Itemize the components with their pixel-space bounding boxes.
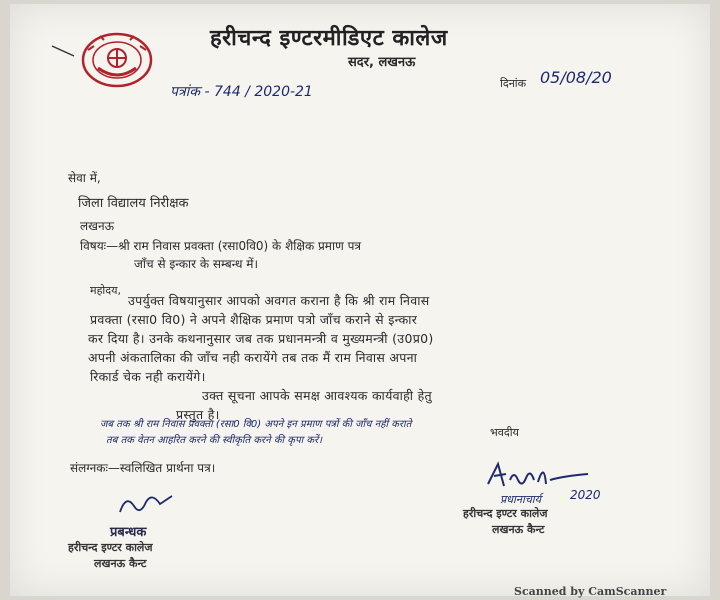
handwritten-note-line: जब तक श्री राम निवास प्रवक्ता (रसा0 वि0) अपने इन प्रमाण पत्रों की जाँच नहीं कराते bbox=[100, 419, 412, 430]
manager-stamp-line: लखनऊ कैन्ट bbox=[94, 557, 147, 570]
college-seal-logo bbox=[80, 28, 154, 88]
pen-mark bbox=[50, 44, 76, 58]
manager-stamp-line: हरीचन्द इण्टर कालेज bbox=[68, 541, 153, 554]
body-line: प्रस्तुत है। bbox=[176, 407, 220, 422]
manager-signature bbox=[116, 488, 176, 518]
date-label: दिनांक bbox=[500, 77, 527, 90]
principal-stamp-line: हरीचन्द इण्टर कालेज bbox=[463, 507, 548, 520]
letter-sheet bbox=[10, 4, 710, 596]
recipient-line: जिला विद्यालय निरीक्षक bbox=[78, 196, 189, 211]
date-value: 05/08/20 bbox=[540, 68, 612, 87]
scanner-watermark: Scanned by CamScanner bbox=[514, 585, 667, 598]
body-line: रिकार्ड चेक नही करायेंगे। bbox=[90, 369, 206, 384]
handwritten-note-line: तब तक वेतन आहरित करने की स्वीकृति करने की कृपा करें। bbox=[106, 435, 322, 446]
body-line: अपनी अंकतालिका की जाँच नही करायेंगे तब तक मैं राम निवास अपना bbox=[88, 350, 418, 365]
reference-number: पत्रांक - 744 / 2020-21 bbox=[170, 84, 313, 100]
recipient-line: सेवा में, bbox=[68, 171, 101, 185]
salutation: महोदय, bbox=[90, 284, 121, 297]
body-line: उक्त सूचना आपके समक्ष आवश्यक कार्यवाही हेतु bbox=[202, 388, 432, 403]
body-line: प्रवक्ता (रसा0 वि0) ने अपने शैक्षिक प्रमाण पत्रो जाँच कराने से इन्कार bbox=[90, 312, 418, 327]
body-line: उपर्युक्त विषयानुसार आपको अवगत कराना है कि श्री राम निवास bbox=[128, 293, 430, 308]
principal-stamp-line: लखनऊ कैन्ट bbox=[492, 523, 545, 536]
subject-line: विषयः—श्री राम निवास प्रवक्ता (रसा0वि0) के शैक्षिक प्रमाण पत्र bbox=[80, 239, 362, 253]
signature-year: 2020 bbox=[570, 488, 601, 502]
principal-title: प्रधानाचार्य bbox=[500, 493, 542, 506]
body-line: कर दिया है। उनके कथनानुसार जब तक प्रधानमन्त्री व मुख्यमन्त्री (उ0प्र0) bbox=[88, 331, 434, 346]
college-name: हरीचन्द इण्टरमीडिएट कालेज bbox=[210, 26, 448, 51]
recipient-line: लखनऊ bbox=[80, 219, 115, 233]
closing-text: भवदीय bbox=[490, 426, 519, 439]
subject-line: जाँच से इन्कार के सम्बन्ध में। bbox=[134, 257, 259, 271]
college-place: सदर, लखनऊ bbox=[348, 55, 416, 70]
enclosure-note: संलग्नकः—स्वलिखित प्रार्थना पत्र। bbox=[70, 461, 216, 475]
manager-title: प्रबन्धक bbox=[110, 525, 147, 540]
